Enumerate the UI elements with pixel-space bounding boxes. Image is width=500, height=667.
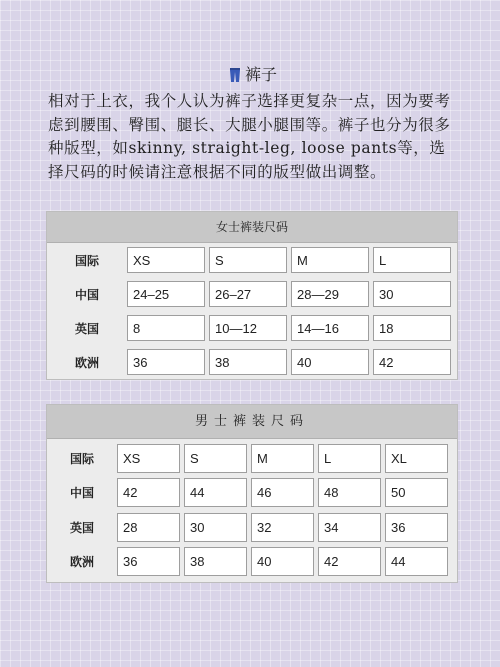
row-label: 欧洲: [69, 555, 94, 570]
women-table-title: 女士裤装尺码: [47, 212, 457, 243]
table-row: [47, 545, 457, 580]
size-cell: 38: [209, 349, 287, 375]
size-cell: 42: [318, 547, 381, 576]
size-cell: 36: [117, 547, 180, 576]
row-label: 欧洲: [74, 355, 99, 370]
intro-title-row: [48, 64, 458, 86]
size-cell: S: [184, 444, 247, 473]
size-cell: 28: [117, 513, 180, 542]
row-label: 国际: [74, 253, 99, 268]
size-cell: 48: [318, 478, 381, 507]
men-table-grid: [47, 439, 457, 579]
size-cell: 18: [373, 315, 451, 341]
size-cell: 46: [251, 478, 314, 507]
intro-paragraph: 相对于上衣，我个人认为裤子选择更复杂一点，因为要考虑到腰围、臀围、腿长、大腿小腿围等。裤子也分为很多种版型，如skinny, straight-leg, loose pants等，选择尺码的时候请注意根据不同的版型做出调整。: [48, 92, 451, 181]
size-cell: L: [373, 247, 451, 273]
size-cell: 44: [184, 478, 247, 507]
table-row: [47, 510, 457, 545]
size-cell: 30: [373, 281, 451, 307]
size-cell: L: [318, 444, 381, 473]
men-table-title: 男士裤装尺码: [47, 405, 457, 439]
size-cell: 24–25: [127, 281, 205, 307]
size-cell: 38: [184, 547, 247, 576]
row-label: 英国: [69, 520, 94, 535]
size-cell: 32: [251, 513, 314, 542]
size-cell: 36: [127, 349, 205, 375]
size-cell: 42: [117, 478, 180, 507]
women-table-grid: [47, 243, 457, 379]
table-row: [47, 277, 457, 311]
table-row: [47, 441, 457, 476]
size-cell: 28—29: [291, 281, 369, 307]
women-size-table: [46, 211, 458, 380]
size-cell: 14—16: [291, 315, 369, 341]
row-label: 英国: [74, 321, 99, 336]
size-cell: M: [291, 247, 369, 273]
size-cell: 30: [184, 513, 247, 542]
size-cell: XS: [127, 247, 205, 273]
row-label: 中国: [74, 287, 99, 302]
intro-title: 裤子: [244, 65, 277, 84]
size-cell: 34: [318, 513, 381, 542]
table-row: [47, 311, 457, 345]
size-cell: 40: [291, 349, 369, 375]
row-label: 中国: [69, 486, 94, 501]
pants-icon: [229, 67, 241, 83]
size-cell: 8: [127, 315, 205, 341]
row-label: 国际: [69, 451, 94, 466]
size-cell: 44: [385, 547, 448, 576]
size-cell: 26–27: [209, 281, 287, 307]
table-row: [47, 476, 457, 511]
size-cell: XS: [117, 444, 180, 473]
intro-section: [48, 64, 458, 184]
size-cell: M: [251, 444, 314, 473]
size-cell: XL: [385, 444, 448, 473]
men-size-table: [46, 404, 458, 583]
size-cell: 50: [385, 478, 448, 507]
size-cell: 42: [373, 349, 451, 375]
table-row: [47, 243, 457, 277]
size-cell: 10—12: [209, 315, 287, 341]
table-row: [47, 345, 457, 379]
size-cell: 40: [251, 547, 314, 576]
size-cell: 36: [385, 513, 448, 542]
size-cell: S: [209, 247, 287, 273]
